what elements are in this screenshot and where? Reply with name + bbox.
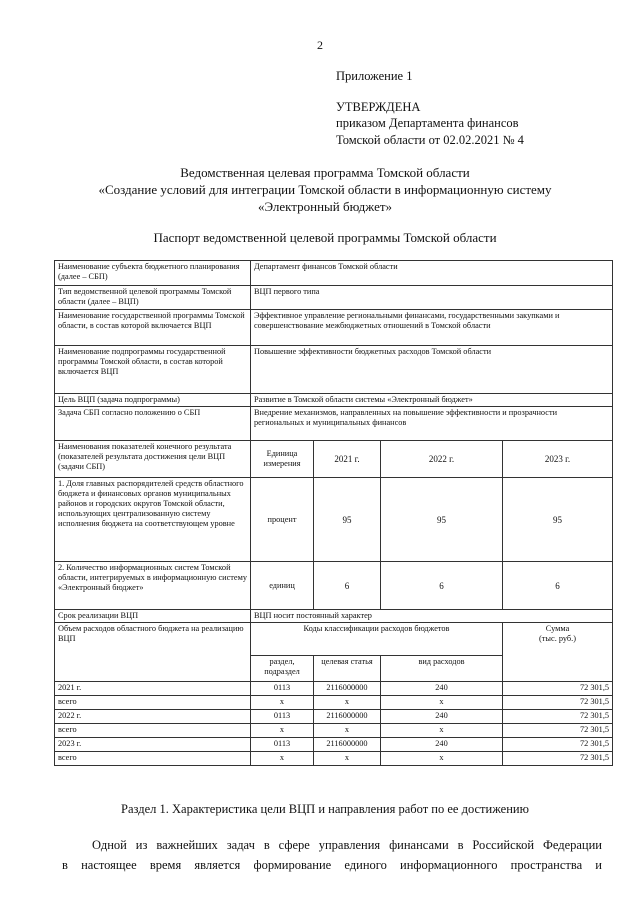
row-value: Повышение эффективности бюджетных расходов Томской области — [251, 346, 613, 394]
table-row — [55, 346, 613, 394]
finance-type: х — [381, 724, 503, 738]
finance-sum: 72 301,5 — [503, 738, 613, 752]
finance-type: 240 — [381, 710, 503, 724]
article-header: целевая статья — [314, 656, 381, 682]
table-row — [55, 407, 613, 441]
finance-article: х — [314, 724, 381, 738]
year-header: 2023 г. — [503, 441, 613, 478]
table-row — [55, 610, 613, 623]
finance-row — [55, 724, 613, 738]
indicator-row — [55, 478, 613, 562]
row-label: Задача СБП согласно положению о СБП — [55, 407, 251, 441]
table-row — [55, 394, 613, 407]
finance-section: х — [251, 696, 314, 710]
finance-label: всего — [55, 724, 251, 738]
program-title-line: «Электронный бюджет» — [257, 199, 393, 214]
finance-label: 2023 г. — [55, 738, 251, 752]
passport-table — [54, 260, 613, 766]
program-title-line: Ведомственная целевая программа Томской области — [180, 165, 470, 180]
passport-heading: Паспорт ведомственной целевой программы Томской области — [153, 230, 497, 245]
finance-sum: 72 301,5 — [503, 724, 613, 738]
approval-block — [336, 68, 524, 148]
finance-sum: 72 301,5 — [503, 752, 613, 766]
finance-label: всего — [55, 696, 251, 710]
unit-header: Единица измерения — [251, 441, 314, 478]
row-label: Тип ведомственной целевой программы Томской области (далее – ВЦП) — [55, 286, 251, 310]
approval-order-line: приказом Департамента финансов — [336, 116, 519, 130]
finance-label: 2022 г. — [55, 710, 251, 724]
finance-sum: 72 301,5 — [503, 682, 613, 696]
indicator-row — [55, 562, 613, 610]
finance-header-row — [55, 623, 613, 656]
indicator-value: 6 — [503, 562, 613, 610]
finance-article: х — [314, 752, 381, 766]
row-label: Наименование субъекта бюджетного планирования (далее – СБП) — [55, 261, 251, 286]
indicator-value: 95 — [503, 478, 613, 562]
paragraph-line: Одной из важнейших задач в сфере управления финансами в Российской Федерации — [92, 838, 602, 852]
row-value: ВЦП первого типа — [251, 286, 613, 310]
year-header: 2022 г. — [381, 441, 503, 478]
finance-type: х — [381, 752, 503, 766]
finance-article: х — [314, 696, 381, 710]
finance-sum: 72 301,5 — [503, 696, 613, 710]
row-label: Цель ВЦП (задача подпрограммы) — [55, 394, 251, 407]
row-label: Наименование подпрограммы государственной программы Томской области, в состав которой включается ВЦП — [55, 346, 251, 394]
indicator-value: 95 — [314, 478, 381, 562]
approval-date-line: Томской области от 02.02.2021 № 4 — [336, 132, 524, 147]
finance-label: всего — [55, 752, 251, 766]
program-title-line: «Создание условий для интеграции Томской области в информационную систему — [98, 182, 552, 197]
section-heading: Раздел 1. Характеристика цели ВЦП и направления работ по ее достижению — [121, 802, 529, 816]
finance-section: х — [251, 752, 314, 766]
appendix-label: Приложение 1 — [336, 69, 413, 83]
body-paragraph — [62, 835, 602, 875]
page-number: 2 — [317, 38, 323, 52]
codes-header: Коды классификации расходов бюджетов — [251, 623, 503, 656]
row-label: Срок реализации ВЦП — [55, 610, 251, 623]
type-header: вид расходов — [381, 656, 503, 682]
finance-type: х — [381, 696, 503, 710]
table-row — [55, 286, 613, 310]
indicator-label: 1. Доля главных распорядителей средств областного бюджета и финансовых органов муниципальных районов и городских округов Томской области, использующих централизованную систему исполнения бюджета на соответствующем уровне — [55, 478, 251, 562]
approved-label: УТВЕРЖДЕНА — [336, 99, 421, 114]
row-label: Наименование государственной программы Томской области, в состав которой включается ВЦП — [55, 310, 251, 346]
indicator-unit: единиц — [251, 562, 314, 610]
finance-row — [55, 696, 613, 710]
finance-type: 240 — [381, 738, 503, 752]
table-row — [55, 310, 613, 346]
row-value: Эффективное управление региональными финансами, государственными закупками и совершенствование межбюджетных отношений в Томской области — [251, 310, 613, 346]
finance-article: 2116000000 — [314, 682, 381, 696]
indicator-unit: процент — [251, 478, 314, 562]
sum-header: Сумма (тыс. руб.) — [503, 623, 613, 682]
finance-section: 0113 — [251, 682, 314, 696]
finance-label: 2021 г. — [55, 682, 251, 696]
finance-section: 0113 — [251, 738, 314, 752]
finance-article: 2116000000 — [314, 710, 381, 724]
indicator-header-row — [55, 441, 613, 478]
row-value: Департамент финансов Томской области — [251, 261, 613, 286]
finance-section: 0113 — [251, 710, 314, 724]
indicator-value: 95 — [381, 478, 503, 562]
row-value: ВЦП носит постоянный характер — [251, 610, 613, 623]
row-value: Развитие в Томской области системы «Электронный бюджет» — [251, 394, 613, 407]
indicator-label: 2. Количество информационных систем Томской области, интегрируемых в информационную систему «Электронный бюджет» — [55, 562, 251, 610]
finance-row — [55, 710, 613, 724]
volume-label: Объем расходов областного бюджета на реализацию ВЦП — [55, 623, 251, 682]
indicator-value: 6 — [381, 562, 503, 610]
indicator-header-label: Наименования показателей конечного результата (показателей результата достижения цели ВЦП (задачи СБП) — [55, 441, 251, 478]
finance-row — [55, 682, 613, 696]
finance-section: х — [251, 724, 314, 738]
section-header: раздел, подраздел — [251, 656, 314, 682]
finance-article: 2116000000 — [314, 738, 381, 752]
paragraph-line: в настоящее время является формирование единого информационного пространства и — [62, 858, 602, 872]
finance-sum: 72 301,5 — [503, 710, 613, 724]
table-row — [55, 261, 613, 286]
program-title — [30, 164, 620, 215]
row-value: Внедрение механизмов, направленных на повышение эффективности и прозрачности региональных и муниципальных финансов — [251, 407, 613, 441]
finance-row — [55, 738, 613, 752]
finance-row — [55, 752, 613, 766]
year-header: 2021 г. — [314, 441, 381, 478]
finance-type: 240 — [381, 682, 503, 696]
indicator-value: 6 — [314, 562, 381, 610]
